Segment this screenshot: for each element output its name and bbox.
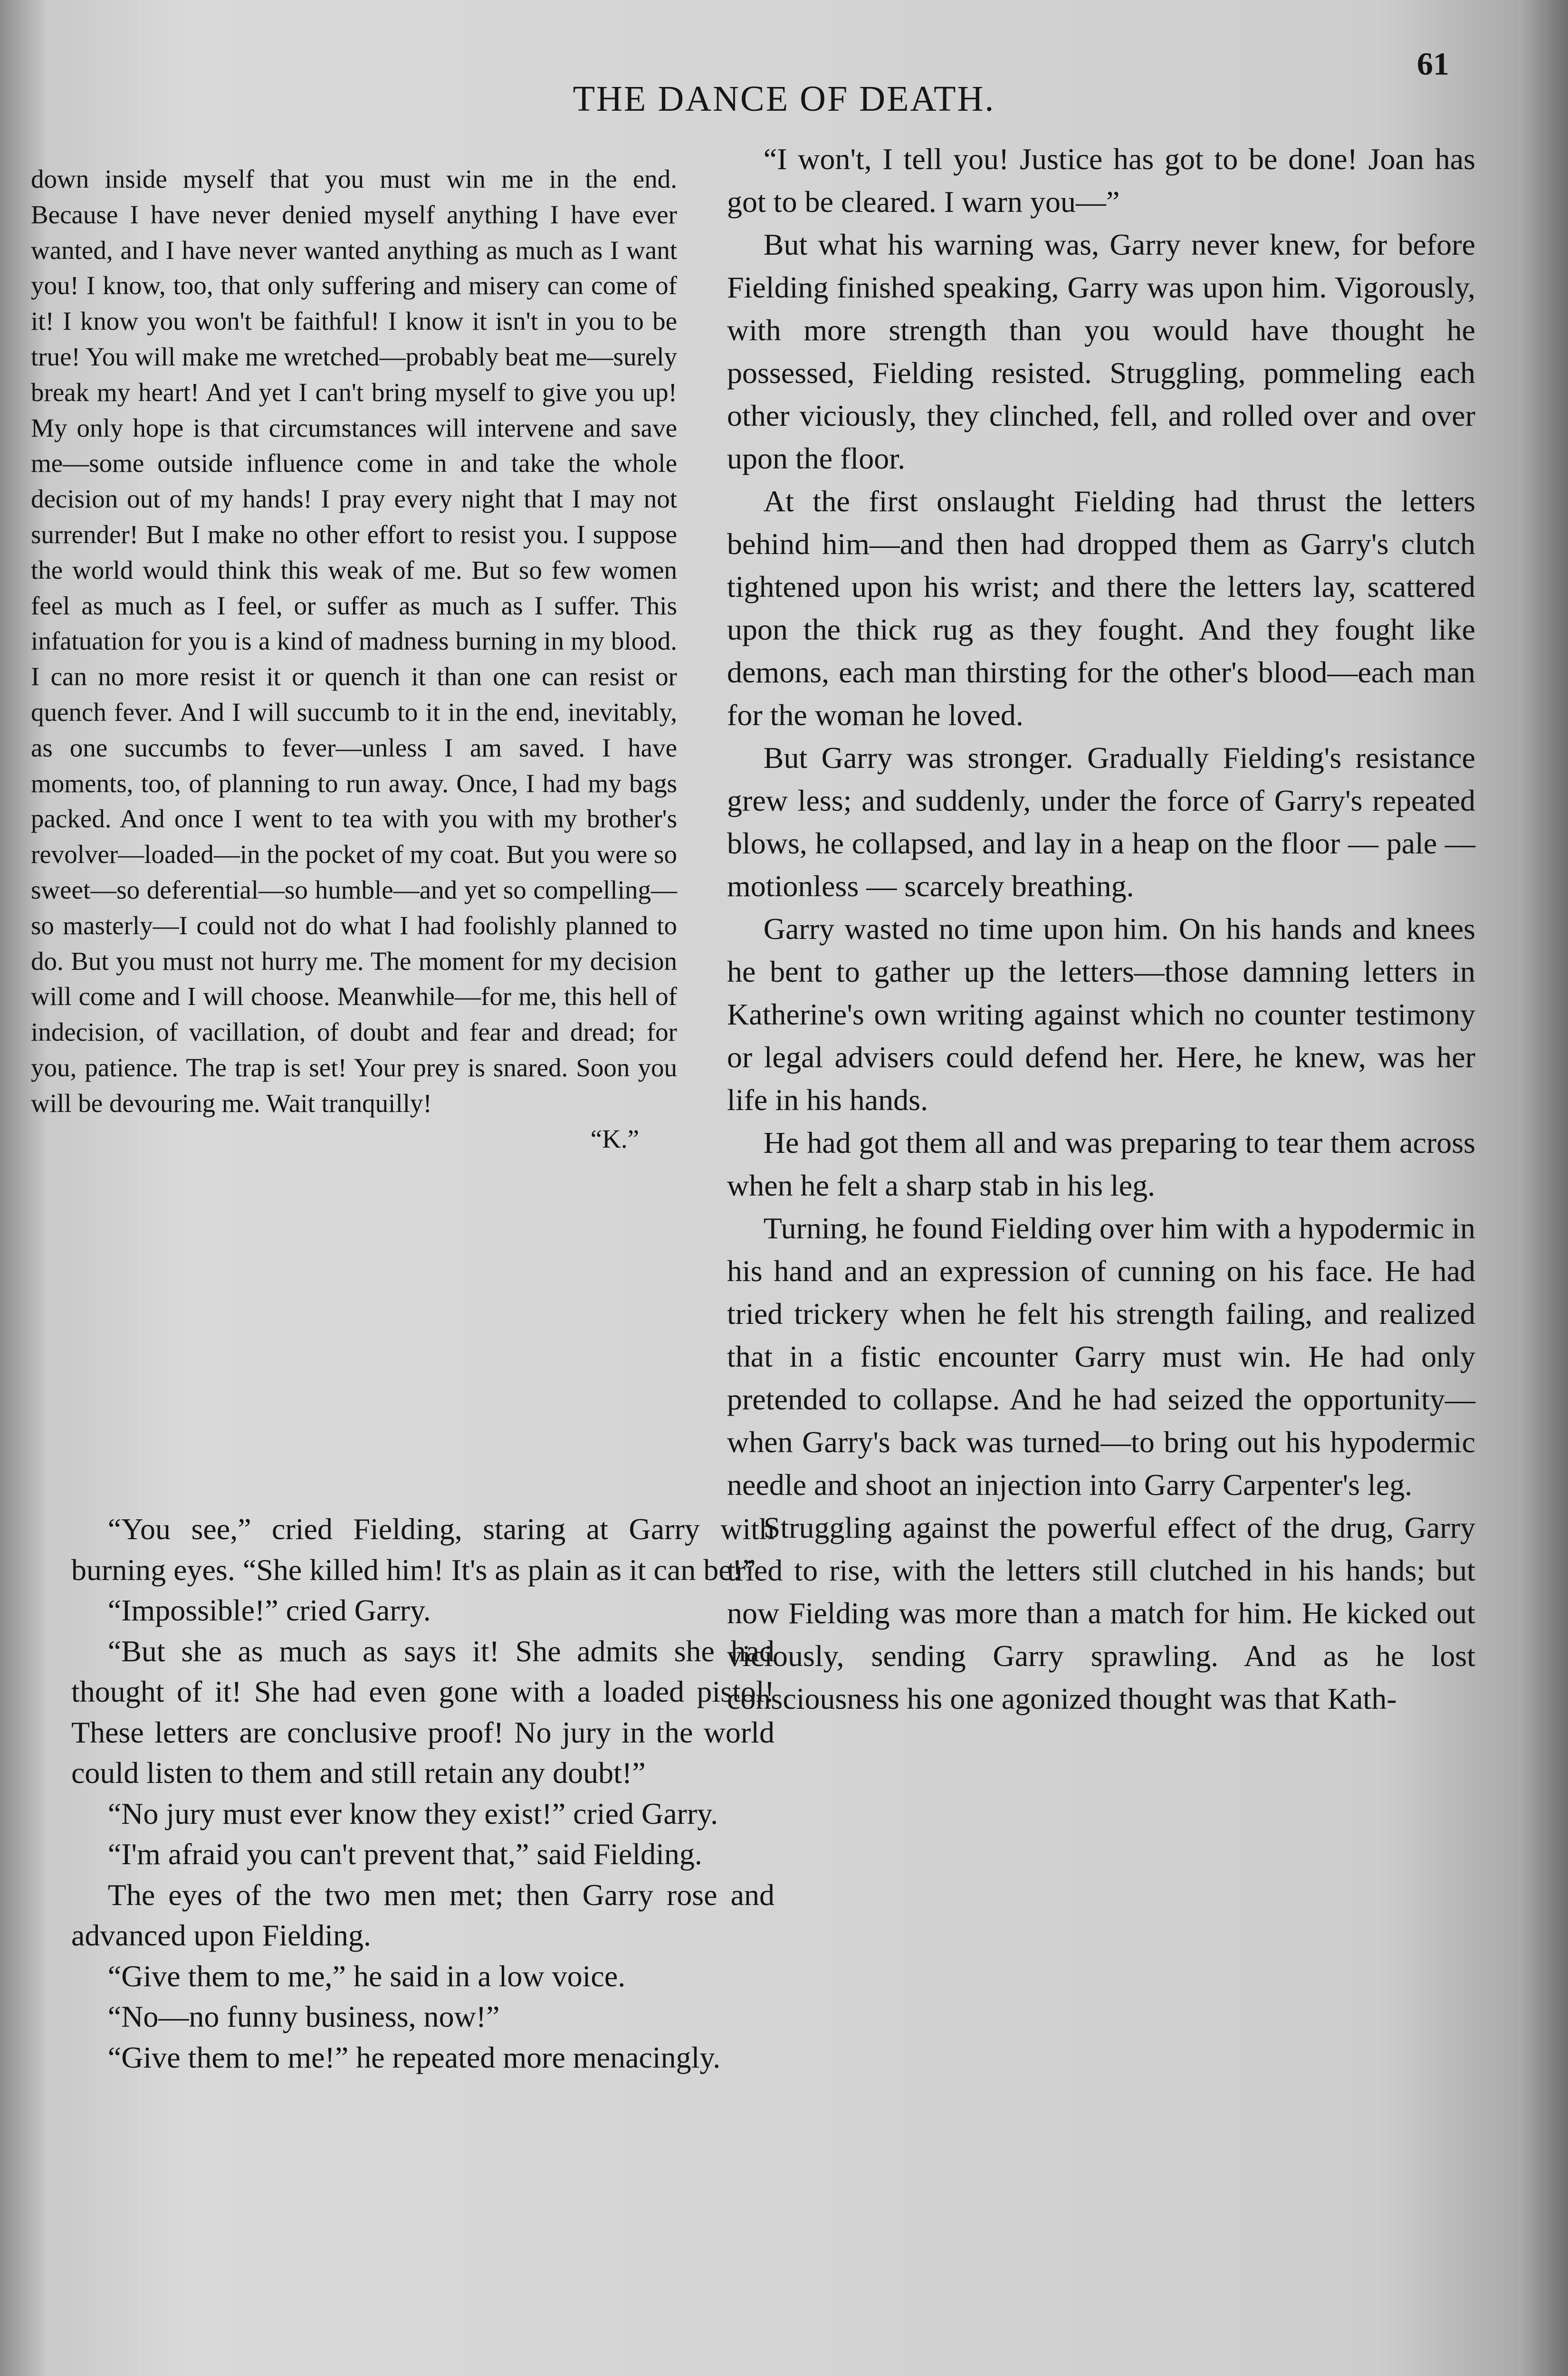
letter-signoff: “K.” bbox=[590, 1124, 639, 1153]
paragraph: “Give them to me!” he repeated more menacingly. bbox=[107, 2040, 721, 2074]
paragraph: Garry wasted no time upon him. On his hands and knees he bent to gather up the letters—those damning letters in Katherine's own writing against which no counter testimony or legal advisers could defend her. Here, he knew, was her life in his hands. bbox=[727, 912, 1475, 1117]
paragraph: “No—no funny business, now!” bbox=[107, 2000, 500, 2033]
paragraph: He had got them all and was preparing to tear them across when he felt a sharp stab in his leg. bbox=[727, 1126, 1475, 1202]
page-number: 61 bbox=[1417, 46, 1449, 82]
paragraph: “Impossible!” cried Garry. bbox=[107, 1593, 431, 1627]
paragraph: At the first onslaught Fielding had thrust the letters behind him—and then had dropped them as Garry's clutch tightened upon his wrist; and there the letters lay, scattered upon the thick rug as they fought. And they fought like demons, each man thirsting for the other's blood—each man for the woman he loved. bbox=[727, 484, 1475, 732]
paragraph: Struggling against the powerful effect of the drug, Garry tried to rise, with the letters still clutched in his hands; but now Fielding was more than a match for him. He kicked out viciously, sending Garry sprawling. And as he lost consciousness his one agonized thought was that Kath- bbox=[727, 1511, 1475, 1715]
paragraph: “I won't, I tell you! Justice has got to be done! Joan has got to be cleared. I warn you—” bbox=[727, 142, 1475, 219]
paragraph: “Give them to me,” he said in a low voice. bbox=[107, 1959, 626, 1993]
running-head: THE DANCE OF DEATH. bbox=[573, 79, 995, 119]
paragraph: But what his warning was, Garry never knew, for before Fielding finished speaking, Garry was upon him. Vigorously, with more strength than you would have thought he possessed, Fielding resisted. Struggling, pommeling each other viciously, they clinched, fell, and rolled over and over upon the floor. bbox=[727, 228, 1475, 475]
paragraph: Turning, he found Fielding over him with a hypodermic in his hand and an expression of cunning on his face. He had tried trickery when he felt his strength failing, and realized that in a fistic encounter Garry must win. He had only pretended to collapse. And he had seized the opportunity—when Garry's back was turned—to bring out his hypodermic needle and shoot an injection into Garry Carpenter's leg. bbox=[727, 1211, 1475, 1502]
letter-text-block bbox=[31, 162, 677, 1157]
paragraph: “No jury must ever know they exist!” cried Garry. bbox=[107, 1796, 718, 1830]
right-column-text bbox=[727, 138, 1475, 1720]
paragraph: “I'm afraid you can't prevent that,” said Fielding. bbox=[107, 1837, 702, 1871]
paragraph: The eyes of the two men met; then Garry rose and advanced upon Fielding. bbox=[71, 1878, 774, 1952]
left-column-text bbox=[71, 1509, 774, 2078]
letter-body: down inside myself that you must win me in the end. Because I have never denied myself anything I have ever wanted, and I have never wanted anything as much as I want you! I know, too, that only suffering and misery can come of it! I know you won't be faithful! I know it isn't in you to be true! You will make me wretched—probably beat me—surely break my heart! And yet I can't bring myself to give you up! My only hope is that circumstances will intervene and save me—some outside influence come in and take the whole decision out of my hands! I pray every night that I may not surrender! But I make no other effort to resist you. I suppose the world would think this weak of me. But so few women feel as much as I feel, or suffer as much as I suffer. This infatuation for you is a kind of madness burning in my blood. I can no more resist it or quench it than one can resist or quench fever. And I will succumb to it in the end, inevitably, as one succumbs to fever—unless I am saved. I have moments, too, of planning to run away. Once, I had my bags packed. And once I went to tea with you with my brother's revolver—loaded—in the pocket of my coat. But you were so sweet—so deferential—so humble—and yet so compelling—so masterly—I could not do what I had foolishly planned to do. But you must not hurry me. The moment for my decision will come and I will choose. Meanwhile—for me, this hell of indecision, of vacillation, of doubt and fear and dread; for you, patience. The trap is set! Your prey is snared. Soon you will be devouring me. Wait tranquilly! bbox=[31, 164, 677, 1118]
paragraph: But Garry was stronger. Gradually Fielding's resistance grew less; and suddenly, under the force of Garry's repeated blows, he collapsed, and lay in a heap on the floor — pale — motionless — scarcely breathing. bbox=[727, 741, 1475, 903]
paragraph: “You see,” cried Fielding, staring at Garry with burning eyes. “She killed him! It's as plain as it can be!” bbox=[71, 1512, 774, 1587]
paragraph: “But she as much as says it! She admits she had thought of it! She had even gone with a loaded pistol! These letters are conclusive proof! No jury in the world could listen to them and still retain any doubt!” bbox=[71, 1634, 774, 1790]
